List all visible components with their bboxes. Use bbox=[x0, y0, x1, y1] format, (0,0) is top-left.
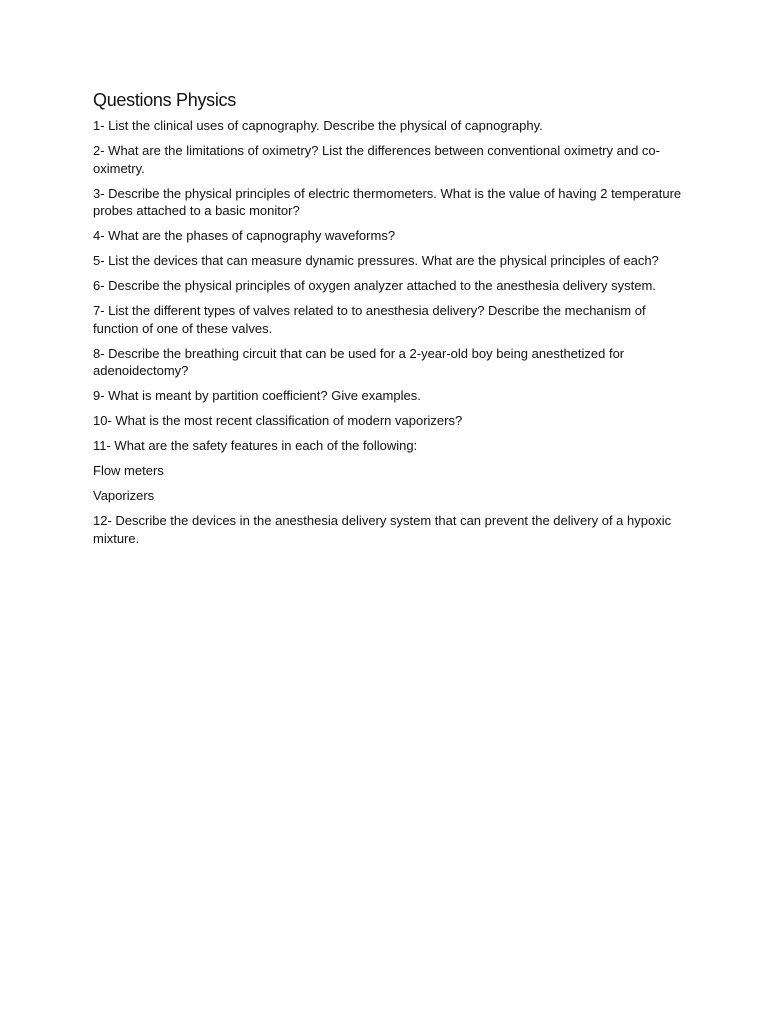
question-11: 11- What are the safety features in each of the following: bbox=[93, 438, 418, 453]
question-10: 10- What is the most recent classification of modern vaporizers? bbox=[93, 413, 463, 428]
question-7: 7- List the different types of valves related to to anesthesia delivery? Describe the mechanism of function of one of these valves. bbox=[93, 303, 646, 336]
question-6: 6- Describe the physical principles of oxygen analyzer attached to the anesthesia delivery system. bbox=[93, 278, 656, 293]
document-page bbox=[93, 88, 683, 555]
list-item-vaporizers: Vaporizers bbox=[93, 488, 155, 503]
question-2: 2- What are the limitations of oximetry? List the differences between conventional oximetry and co-oximetry. bbox=[93, 143, 660, 176]
list-item-flow-meters: Flow meters bbox=[93, 463, 164, 478]
question-9: 9- What is meant by partition coefficient? Give examples. bbox=[93, 388, 421, 403]
question-4: 4- What are the phases of capnography waveforms? bbox=[93, 228, 396, 243]
question-1: 1- List the clinical uses of capnography. Describe the physical of capnography. bbox=[93, 118, 543, 133]
question-3: 3- Describe the physical principles of electric thermometers. What is the value of having 2 temperature probes attached to a basic monitor? bbox=[93, 185, 682, 218]
question-8: 8- Describe the breathing circuit that can be used for a 2-year-old boy being anesthetized for adenoidectomy? bbox=[93, 345, 625, 378]
question-12: 12- Describe the devices in the anesthesia delivery system that can prevent the delivery of a hypoxic mixture. bbox=[93, 513, 672, 546]
page-title: Questions Physics bbox=[93, 90, 236, 110]
question-5: 5- List the devices that can measure dynamic pressures. What are the physical principles of each? bbox=[93, 253, 659, 268]
